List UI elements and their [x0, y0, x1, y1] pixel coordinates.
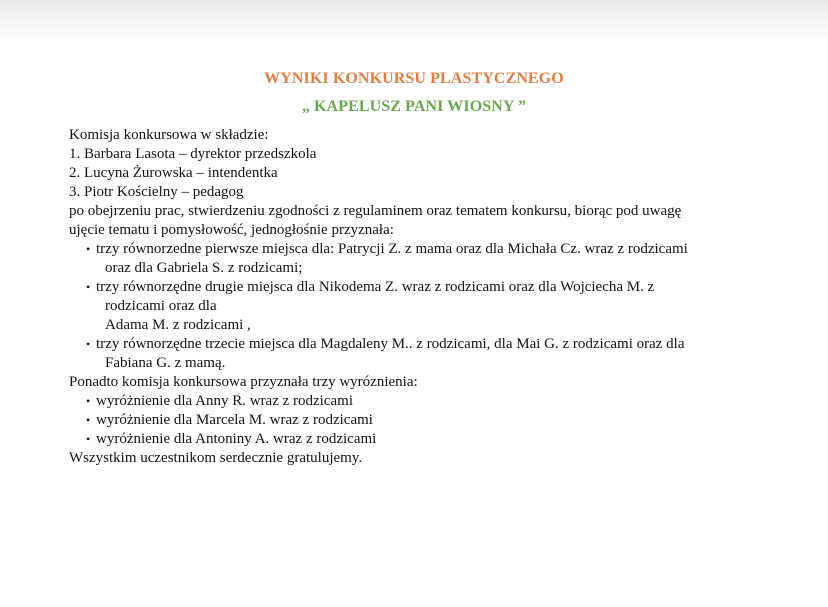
decision-line: ujęcie tematu i pomysłowość, jednogłośnie przyznała: [69, 222, 394, 238]
distinction-text: wyróżnienie dla Marcela M. wraz z rodzicami [96, 412, 373, 428]
award-item [69, 335, 769, 354]
distinction-item [69, 411, 769, 430]
bullet-icon: • [86, 394, 91, 408]
document-subtitle: „ KAPELUSZ PANI WIOSNY ” [301, 98, 527, 115]
bullet-icon: • [86, 432, 91, 446]
award-text-continued: oraz dla Gabriela S. z rodzicami; [105, 260, 303, 276]
award-item [69, 278, 769, 297]
committee-member: 3. Piotr Kościelny – pedagog [69, 184, 244, 200]
document-title: WYNIKI KONKURSU PLASTYCZNEGO [264, 70, 564, 87]
award-text-continued: Fabiana G. z mamą. [105, 355, 226, 371]
top-shade [0, 0, 828, 44]
bullet-icon: • [86, 242, 91, 256]
award-text-continued: rodzicami oraz dla [105, 298, 217, 314]
distinction-text: wyróżnienie dla Antoniny A. wraz z rodzicami [96, 431, 377, 447]
bullet-icon: • [86, 280, 91, 294]
award-text: trzy równorzędne drugie miejsca dla Nikodema Z. wraz z rodzicami oraz dla Wojciecha M. z [96, 279, 655, 295]
distinction-text: wyróżnienie dla Anny R. wraz z rodzicami [96, 393, 353, 409]
distinction-item [69, 430, 769, 449]
committee-member: 1. Barbara Lasota – dyrektor przedszkola [69, 146, 317, 162]
decision-line: po obejrzeniu prac, stwierdzeniu zgodności z regulaminem oraz tematem konkursu, biorąc pod uwagę [69, 203, 682, 219]
bullet-icon: • [86, 337, 91, 351]
award-text: trzy równorzedne pierwsze miejsca dla: Patrycji Z. z mama oraz dla Michała Cz. wraz z rodzicami [96, 241, 688, 257]
committee-member: 2. Lucyna Żurowska – intendentka [69, 165, 278, 181]
committee-intro: Komisja konkursowa w składzie: [69, 127, 269, 143]
award-item [69, 240, 769, 259]
closing-line: Wszystkim uczestnikom serdecznie gratulujemy. [69, 450, 363, 466]
distinctions-intro: Ponadto komisja konkursowa przyznała trzy wyróznienia: [69, 374, 418, 390]
bullet-icon: • [86, 413, 91, 427]
award-text-continued: Adama M. z rodzicami , [105, 317, 251, 333]
distinction-item [69, 392, 769, 411]
award-text: trzy równorzędne trzecie miejsca dla Magdaleny M.. z rodzicami, dla Mai G. z rodzicami oraz dla [96, 336, 685, 352]
document-body [69, 126, 769, 468]
